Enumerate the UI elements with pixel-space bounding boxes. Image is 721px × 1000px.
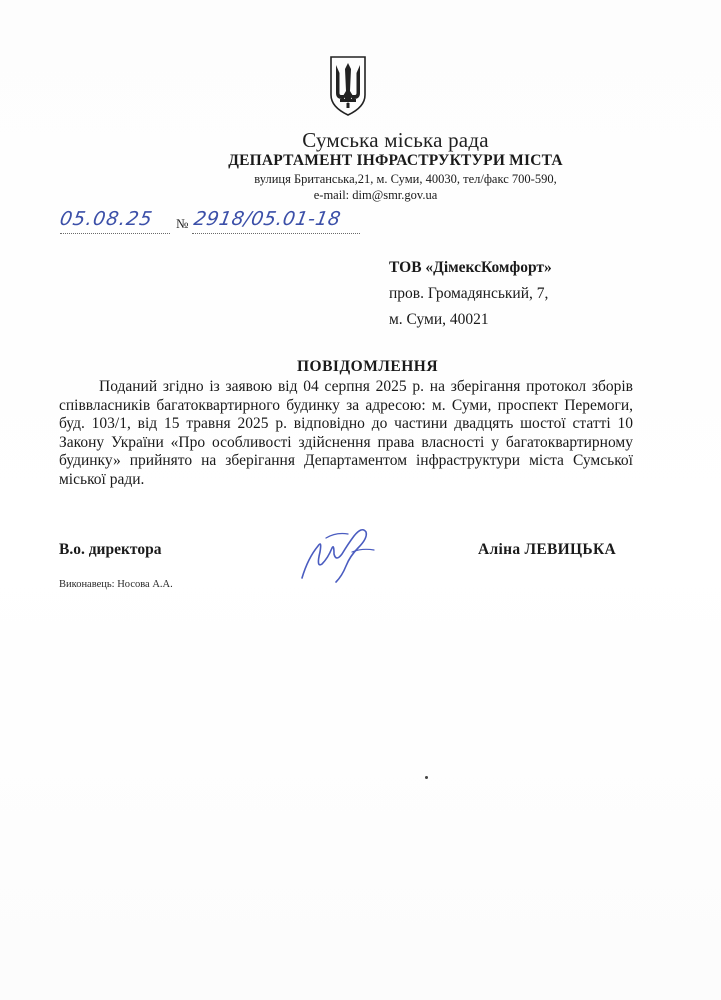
org-address: вулиця Британська,21, м. Суми, 40030, тел/факс 700-590, — [254, 172, 557, 186]
signer-title: В.о. директора — [59, 541, 162, 558]
registration-line — [60, 206, 360, 236]
trident-coat-of-arms-icon — [328, 55, 368, 117]
addressee-company: ТОВ «ДімексКомфорт» — [389, 259, 552, 276]
addressee-street: пров. Громадянський, 7, — [389, 285, 549, 302]
org-email: e-mail: dim@smr.gov.ua — [313, 188, 438, 202]
registration-number-label: № — [176, 216, 189, 231]
document-body: Поданий згідно із заявою від 04 серпня 2025 р. на зберігання протокол зборів співвласників багатоквартирного будинку за адресою: м. Суми, проспект Перемоги, буд. 103/1, від 15 травня 2025 р. відповідно до частини двадцять шостої статті 10 Закону України «Про особливості здійснення права власності у багатоквартирному будинку» прийнято на зберігання Департаментом інфраструктури міста Сумської міської ради. — [59, 378, 633, 488]
date-underline — [60, 233, 170, 234]
paper-speck — [425, 776, 428, 779]
executor-note: Виконавець: Носова А.А. — [59, 579, 173, 590]
org-name: Сумська міська рада — [302, 128, 489, 152]
registration-date: 05.08.25 — [58, 208, 155, 230]
registration-number: 2918/05.01-18 — [192, 208, 343, 230]
department-name: ДЕПАРТАМЕНТ ІНФРАСТРУКТУРИ МІСТА — [228, 152, 563, 169]
number-underline — [192, 233, 360, 234]
addressee-city: м. Суми, 40021 — [389, 311, 489, 328]
document-title: ПОВІДОМЛЕННЯ — [296, 358, 439, 375]
handwritten-signature — [296, 518, 386, 588]
signer-name: Аліна ЛЕВИЦЬКА — [478, 541, 616, 558]
addressee-block — [389, 255, 552, 333]
